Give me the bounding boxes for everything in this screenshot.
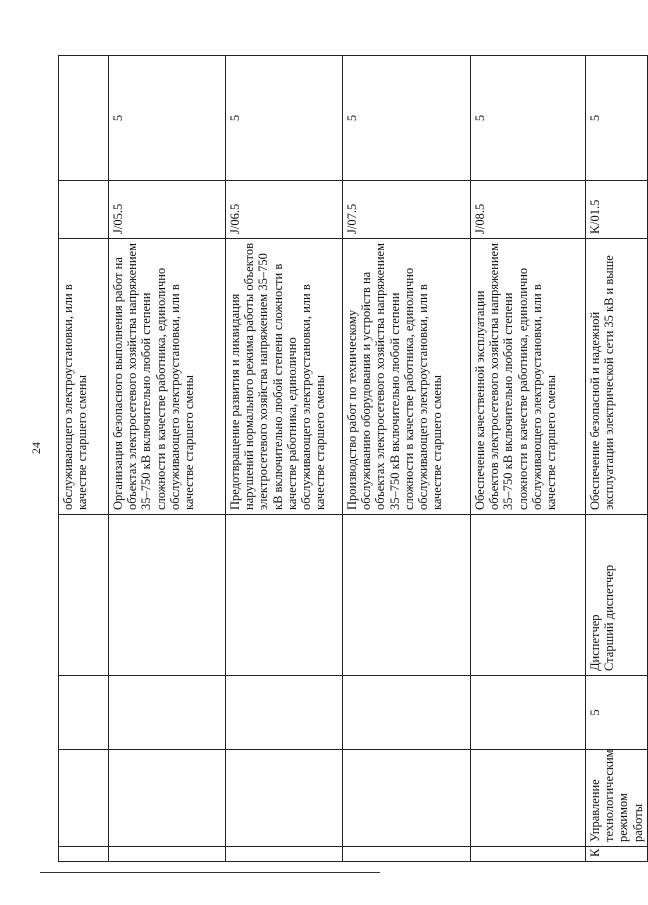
position-item: Диспетчер xyxy=(588,614,602,671)
function-level: 5 xyxy=(586,56,648,181)
function-code: J/05.5 xyxy=(109,181,226,239)
table-row xyxy=(59,56,109,862)
function-cell: обслуживающего электроустановки, или в качестве старшего смены xyxy=(59,239,109,515)
function-code: J/07.5 xyxy=(343,181,471,239)
table-row xyxy=(109,56,226,862)
function-code: K/01.5 xyxy=(586,181,648,239)
group-code: К xyxy=(586,847,648,862)
function-level: 5 xyxy=(226,56,343,181)
function-level: 5 xyxy=(109,56,226,181)
qualification-table xyxy=(58,55,648,862)
positions-cell xyxy=(586,515,648,676)
group-level: 5 xyxy=(586,676,648,750)
page-number: 24 xyxy=(29,442,43,454)
table-row xyxy=(343,56,471,862)
footer-rule xyxy=(40,872,380,873)
function-level: 5 xyxy=(343,56,471,181)
function-code: J/06.5 xyxy=(226,181,343,239)
function-level: 5 xyxy=(471,56,586,181)
position-item: Старший диспетчер xyxy=(602,564,617,671)
function-cell: Организация безопасного выполнения работ на объектах электросетевого хозяйства напряжением 35–750 кВ включительно любой степени сложности в качестве работника, единолично обслуживающего электроустановки, или в качестве старшего смены xyxy=(109,239,226,515)
table-row xyxy=(226,56,343,862)
table-row xyxy=(471,56,586,862)
function-cell: Обеспечение безопасной и надежной эксплуатации электрической сети 35 кВ и выше xyxy=(586,239,648,515)
group-name: Управление технологическим режимом работы xyxy=(586,750,648,847)
function-cell: Обеспечение качественной эксплуатации объектов электросетевого хозяйства напряжением 35–750 кВ включительно любой степени сложности в качестве работника, единолично обслуживающего электроустановки, или в качестве старшего смены xyxy=(471,239,586,515)
rotated-table-wrapper xyxy=(58,56,645,862)
function-cell: Предотвращение развития и ликвидация нарушений нормального режима работы объектов электросетевого хозяйства напряжением 35–750 кВ включительно любой степени сложности в качестве работника, единолично обслуживающего электроустановки, или в качестве старшего смены xyxy=(226,239,343,515)
table-row xyxy=(586,56,648,862)
function-code: J/08.5 xyxy=(471,181,586,239)
function-cell: Производство работ по техническому обслуживанию оборудования и устройств на объектах электросетевого хозяйства напряжением 35–750 кВ включительно любой степени сложности в качестве работника, единолично обслуживающего электроустановки, или в качестве старшего смены xyxy=(343,239,471,515)
